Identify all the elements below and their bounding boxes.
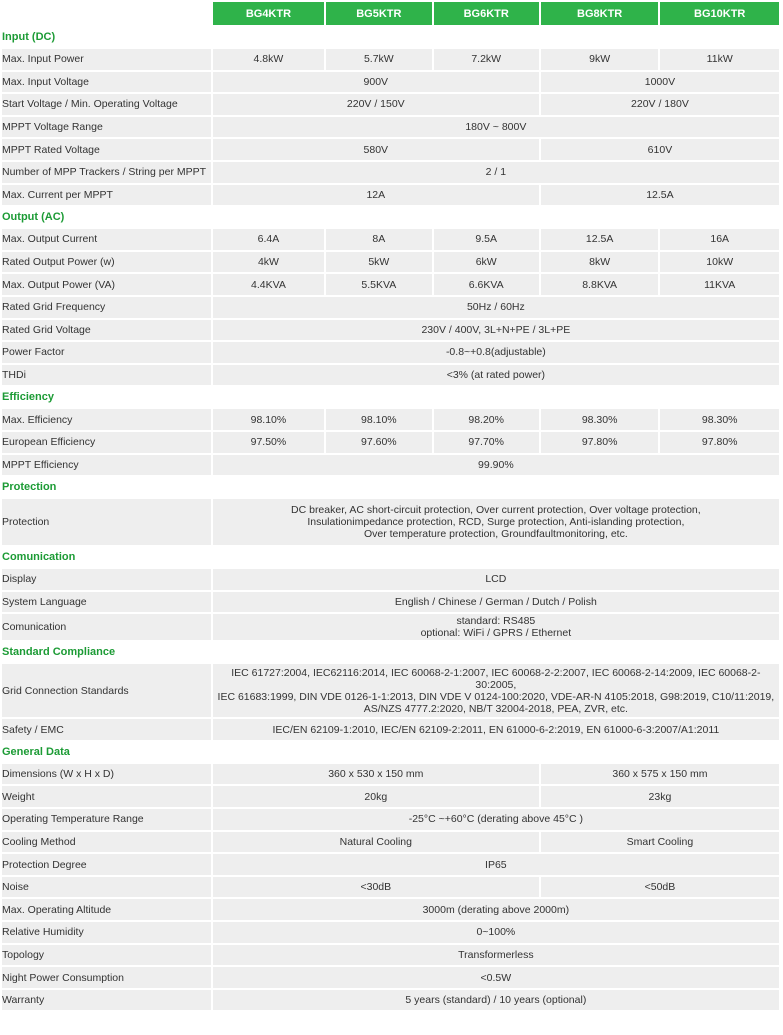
cell-value: 50Hz / 60Hz (213, 297, 779, 318)
cell-value: 360 x 575 x 150 mm (541, 764, 779, 785)
row-start-voltage (2, 94, 779, 115)
cell-value: -0.8~+0.8(adjustable) (213, 342, 779, 363)
row-max-output-power (2, 274, 779, 295)
row-label: Max. Operating Altitude (2, 899, 211, 920)
model-header-bg8ktr: BG8KTR (541, 2, 659, 25)
cell-value: 580V (213, 139, 539, 160)
cell-value (213, 614, 779, 640)
row-max-input-power (2, 49, 779, 70)
cell-value: 97.80% (660, 432, 779, 453)
cell-value: Transformerless (213, 945, 779, 966)
cell-value: 220V / 150V (213, 94, 539, 115)
cell-value: IP65 (213, 854, 779, 875)
row-label: Max. Current per MPPT (2, 185, 211, 206)
row-label: MPPT Voltage Range (2, 117, 211, 138)
cell-value: 9.5A (434, 229, 539, 250)
row-label: Warranty (2, 990, 211, 1011)
model-header-bg4ktr: BG4KTR (213, 2, 324, 25)
row-relative-humidity (2, 922, 779, 943)
row-display (2, 569, 779, 590)
section-input-dc (2, 27, 779, 47)
cell-value: Natural Cooling (213, 832, 539, 853)
section-standard-compliance (2, 642, 779, 662)
cell-value: 5 years (standard) / 10 years (optional) (213, 990, 779, 1011)
cell-value: 9kW (541, 49, 659, 70)
row-label: Cooling Method (2, 832, 211, 853)
row-european-efficiency (2, 432, 779, 453)
row-label: Power Factor (2, 342, 211, 363)
model-header-row (2, 2, 779, 25)
row-label: Operating Temperature Range (2, 809, 211, 830)
cell-value: 1000V (541, 72, 779, 93)
cell-value: 98.30% (541, 409, 659, 430)
row-safety-emc (2, 719, 779, 740)
row-noise (2, 877, 779, 898)
cell-value: 10kW (660, 252, 779, 273)
row-max-input-voltage (2, 72, 779, 93)
row-label: Rated Grid Frequency (2, 297, 211, 318)
row-label: Max. Efficiency (2, 409, 211, 430)
row-cooling-method (2, 832, 779, 853)
cell-value: Smart Cooling (541, 832, 779, 853)
cell-value: LCD (213, 569, 779, 590)
row-communication (2, 614, 779, 640)
row-warranty (2, 990, 779, 1011)
cell-value: 220V / 180V (541, 94, 779, 115)
row-label: European Efficiency (2, 432, 211, 453)
row-label: Protection Degree (2, 854, 211, 875)
row-label: THDi (2, 365, 211, 386)
row-mpp-trackers (2, 162, 779, 183)
cell-value: 3000m (derating above 2000m) (213, 899, 779, 920)
row-label: Max. Input Power (2, 49, 211, 70)
row-label: Number of MPP Trackers / String per MPPT (2, 162, 211, 183)
cell-value: 97.60% (326, 432, 431, 453)
row-night-power-consumption (2, 967, 779, 988)
section-title: Comunication (2, 547, 779, 567)
cell-value: 360 x 530 x 150 mm (213, 764, 539, 785)
cell-value: 8A (326, 229, 431, 250)
cell-value: 4.8kW (213, 49, 324, 70)
row-label: Relative Humidity (2, 922, 211, 943)
section-title: Standard Compliance (2, 642, 779, 662)
row-label: MPPT Rated Voltage (2, 139, 211, 160)
cell-value: 900V (213, 72, 539, 93)
section-communication (2, 547, 779, 567)
cell-value: 11KVA (660, 274, 779, 295)
cell-value: 4.4KVA (213, 274, 324, 295)
row-label: Start Voltage / Min. Operating Voltage (2, 94, 211, 115)
model-header-bg6ktr: BG6KTR (434, 2, 539, 25)
row-max-current-mppt (2, 185, 779, 206)
cell-value: 12.5A (541, 185, 779, 206)
standards-line-3: AS/NZS 4777.2:2020, NB/T 32004-2018, PEA, ZVR, etc. (363, 702, 628, 715)
row-label: Dimensions (W x H x D) (2, 764, 211, 785)
cell-value: 180V ~ 800V (213, 117, 779, 138)
section-output-ac (2, 207, 779, 227)
row-label: Noise (2, 877, 211, 898)
row-topology (2, 945, 779, 966)
row-label: Max. Output Power (VA) (2, 274, 211, 295)
standards-line-1: IEC 61727:2004, IEC62116:2014, IEC 60068-2-1:2007, IEC 60068-2-2:2007, IEC 60068-2-14:2009, IEC 60068-2-30:2005, (231, 666, 761, 691)
cell-value: 23kg (541, 786, 779, 807)
cell-value: 16A (660, 229, 779, 250)
section-general-data (2, 742, 779, 762)
cell-value: <3% (at rated power) (213, 365, 779, 386)
section-title: Protection (2, 477, 779, 497)
row-label: Max. Input Voltage (2, 72, 211, 93)
row-dimensions (2, 764, 779, 785)
cell-value: 6kW (434, 252, 539, 273)
protection-line-2: Insulationimpedance protection, RCD, Surge protection, Anti-islanding protection, (307, 516, 685, 529)
cell-value: 98.30% (660, 409, 779, 430)
cell-value: <30dB (213, 877, 539, 898)
cell-value: 97.50% (213, 432, 324, 453)
cell-value: 98.10% (213, 409, 324, 430)
cell-value: IEC/EN 62109-1:2010, IEC/EN 62109-2:2011, EN 61000-6-2:2019, EN 61000-6-3:2007/A1:2011 (213, 719, 779, 740)
row-rated-grid-frequency (2, 297, 779, 318)
row-protection (2, 499, 779, 545)
row-mppt-voltage-range (2, 117, 779, 138)
row-system-language (2, 592, 779, 613)
row-mppt-rated-voltage (2, 139, 779, 160)
cell-value: 12.5A (541, 229, 659, 250)
cell-value: 12A (213, 185, 539, 206)
protection-line-1: DC breaker, AC short-circuit protection, Over current protection, Over voltage protection, (291, 504, 701, 517)
row-label: Rated Output Power (w) (2, 252, 211, 273)
row-grid-connection-standards (2, 664, 779, 717)
cell-value (213, 499, 779, 545)
cell-value: English / Chinese / German / Dutch / Polish (213, 592, 779, 613)
cell-value: 98.20% (434, 409, 539, 430)
row-label: Weight (2, 786, 211, 807)
row-rated-grid-voltage (2, 320, 779, 341)
cell-value: 5kW (326, 252, 431, 273)
cell-value: 6.4A (213, 229, 324, 250)
header-corner (2, 2, 211, 25)
row-label: System Language (2, 592, 211, 613)
cell-value: 98.10% (326, 409, 431, 430)
cell-value: 4kW (213, 252, 324, 273)
row-label: Safety / EMC (2, 719, 211, 740)
row-label: Comunication (2, 614, 211, 640)
cell-value: 0~100% (213, 922, 779, 943)
cell-value: 8kW (541, 252, 659, 273)
section-protection (2, 477, 779, 497)
row-protection-degree (2, 854, 779, 875)
cell-value (213, 664, 779, 717)
row-mppt-efficiency (2, 455, 779, 476)
cell-value: -25°C ~+60°C (derating above 45°C ) (213, 809, 779, 830)
cell-value: 97.80% (541, 432, 659, 453)
cell-value: <0.5W (213, 967, 779, 988)
section-efficiency (2, 387, 779, 407)
cell-value: 2 / 1 (213, 162, 779, 183)
row-max-efficiency (2, 409, 779, 430)
cell-value: 7.2kW (434, 49, 539, 70)
row-label: Rated Grid Voltage (2, 320, 211, 341)
row-max-output-current (2, 229, 779, 250)
cell-value: 11kW (660, 49, 779, 70)
row-label: Display (2, 569, 211, 590)
section-title: Efficiency (2, 387, 779, 407)
standards-line-2: IEC 61683:1999, DIN VDE 0126-1-1:2013, DIN VDE V 0124-100:2020, VDE-AR-N 4105:2018, G98:2019, C10/11:2019, (217, 690, 775, 703)
row-rated-output-power (2, 252, 779, 273)
cell-value: 99.90% (213, 455, 779, 476)
row-label: Night Power Consumption (2, 967, 211, 988)
cell-value: 5.5KVA (326, 274, 431, 295)
cell-value: 610V (541, 139, 779, 160)
row-thdi (2, 365, 779, 386)
communication-standard: standard: RS485 (456, 615, 536, 628)
row-label: Topology (2, 945, 211, 966)
model-header-bg5ktr: BG5KTR (326, 2, 431, 25)
section-title: Input (DC) (2, 27, 779, 47)
cell-value: <50dB (541, 877, 779, 898)
communication-optional: optional: WiFi / GPRS / Ethernet (420, 627, 572, 640)
cell-value: 230V / 400V, 3L+N+PE / 3L+PE (213, 320, 779, 341)
cell-value: 20kg (213, 786, 539, 807)
cell-value: 6.6KVA (434, 274, 539, 295)
row-max-operating-altitude (2, 899, 779, 920)
row-label: Grid Connection Standards (2, 664, 211, 717)
cell-value: 8.8KVA (541, 274, 659, 295)
row-power-factor (2, 342, 779, 363)
row-operating-temperature (2, 809, 779, 830)
row-weight (2, 786, 779, 807)
cell-value: 5.7kW (326, 49, 431, 70)
row-label: Max. Output Current (2, 229, 211, 250)
protection-line-3: Over temperature protection, Groundfaultmonitoring, etc. (363, 528, 628, 541)
section-title: Output (AC) (2, 207, 779, 227)
cell-value: 97.70% (434, 432, 539, 453)
row-label: Protection (2, 499, 211, 545)
section-title: General Data (2, 742, 779, 762)
model-header-bg10ktr: BG10KTR (660, 2, 779, 25)
row-label: MPPT Efficiency (2, 455, 211, 476)
